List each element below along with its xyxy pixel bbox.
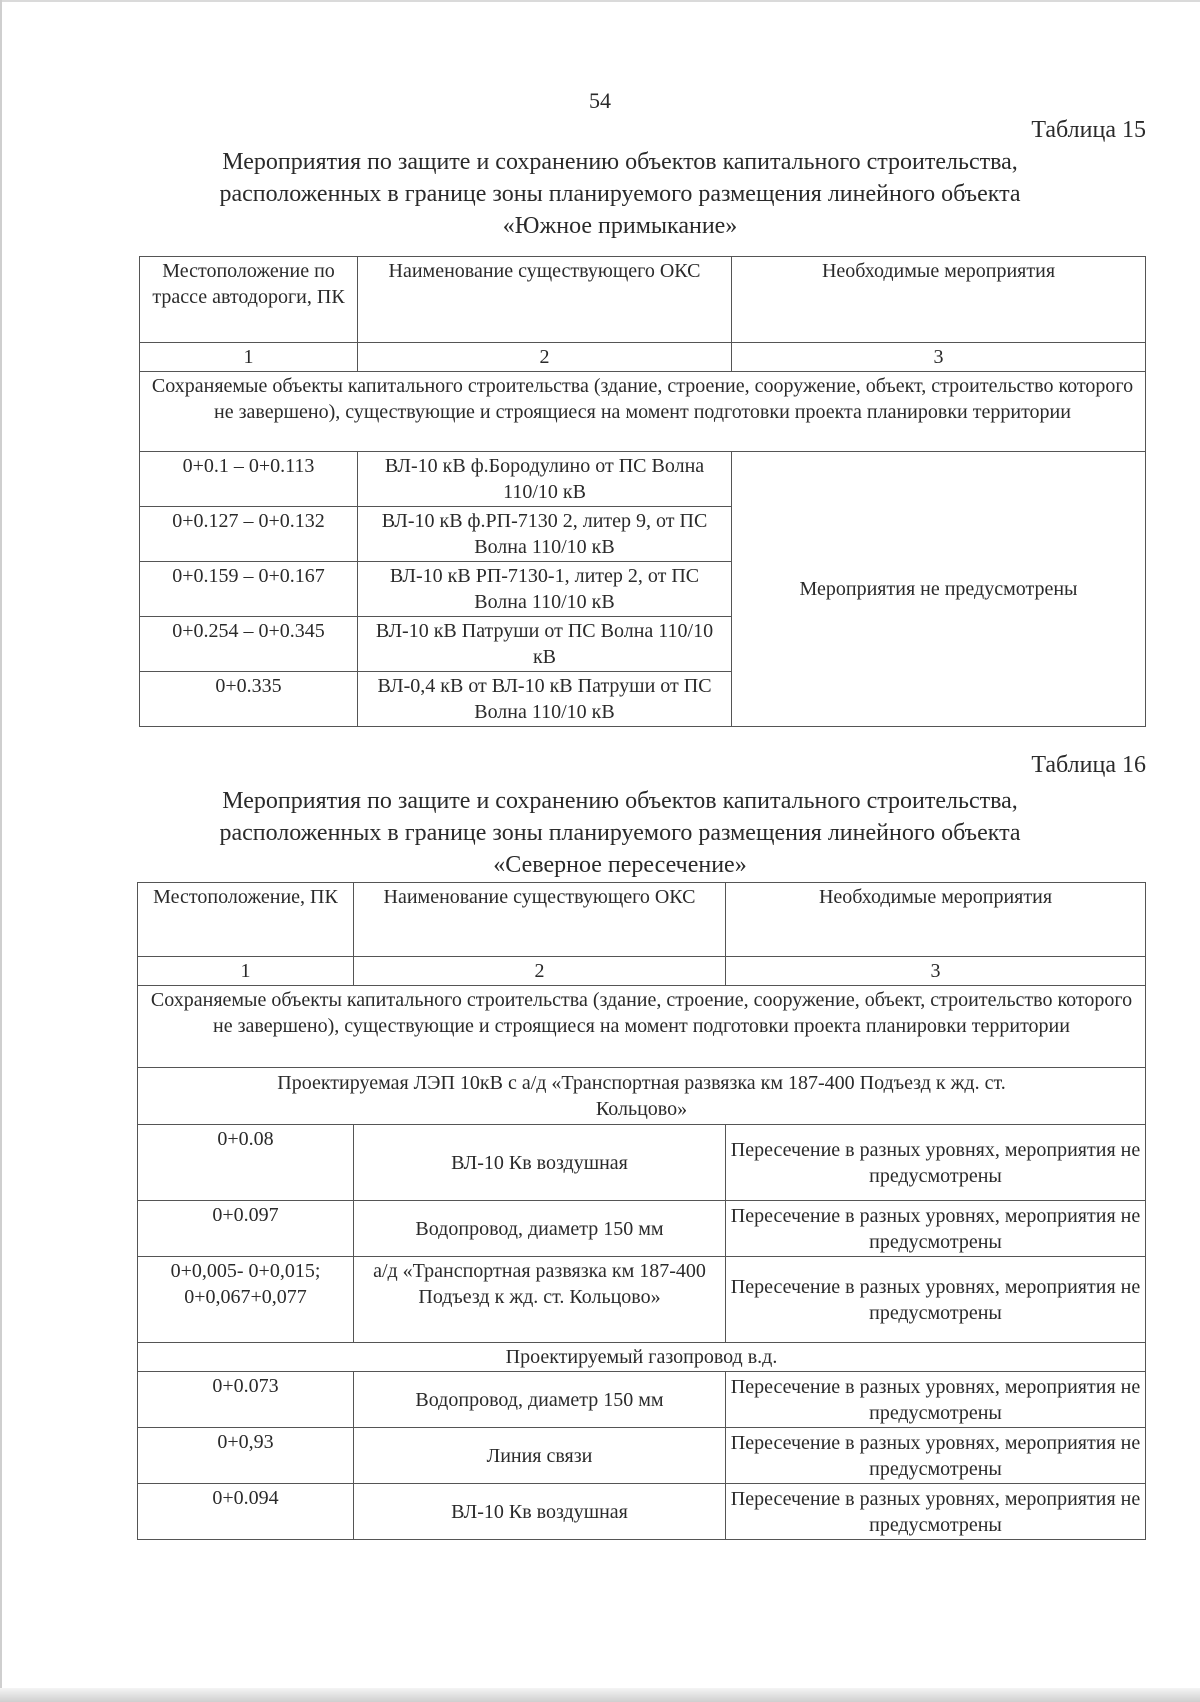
object-cell: Линия связи <box>354 1428 726 1484</box>
table-row <box>138 1428 1146 1484</box>
pk-cell: 0+0.335 <box>140 672 358 727</box>
header-measures: Необходимые мероприятия <box>732 257 1146 343</box>
col-number: 1 <box>140 343 358 372</box>
object-cell: ВЛ-10 Кв воздушная <box>354 1125 726 1201</box>
object-cell: ВЛ-10 кВ РП-7130-1, литер 2, от ПС Волна 110/10 кВ <box>358 562 732 617</box>
table15-colnum-row <box>140 343 1146 372</box>
object-cell: ВЛ-10 кВ Патруши от ПС Волна 110/10 кВ <box>358 617 732 672</box>
header-location: Местоположение по трассе автодороги, ПК <box>140 257 358 343</box>
measures-cell: Мероприятия не предусмотрены <box>732 452 1146 727</box>
table16-label: Таблица 16 <box>1031 752 1146 778</box>
header-object-name: Наименование существующего ОКС <box>358 257 732 343</box>
table15-title <box>140 146 1100 242</box>
measure-cell: Пересечение в разных уровнях, мероприятия не предусмотрены <box>726 1201 1146 1257</box>
measure-cell: Пересечение в разных уровнях, мероприятия не предусмотрены <box>726 1428 1146 1484</box>
object-cell: ВЛ-10 Кв воздушная <box>354 1484 726 1540</box>
header-object-name: Наименование существующего ОКС <box>354 883 726 957</box>
table-row <box>138 1125 1146 1201</box>
scan-bottom-edge <box>0 1688 1200 1702</box>
table16 <box>137 882 1146 1540</box>
group2-title: Проектируемый газопровод в.д. <box>138 1343 1146 1372</box>
scan-top-edge <box>0 0 1200 2</box>
measure-cell: Пересечение в разных уровнях, мероприятия не предусмотрены <box>726 1372 1146 1428</box>
table15-title-line: «Южное примыкание» <box>502 213 738 239</box>
pk-cell: 0+0.254 – 0+0.345 <box>140 617 358 672</box>
col-number: 1 <box>138 957 354 986</box>
table15 <box>139 256 1146 727</box>
table15-section-row <box>140 372 1146 452</box>
table-row <box>138 1372 1146 1428</box>
object-cell: Водопровод, диаметр 150 мм <box>354 1372 726 1428</box>
col-number: 3 <box>732 343 1146 372</box>
header-location: Местоположение, ПК <box>138 883 354 957</box>
table-row <box>138 1257 1146 1343</box>
group-title-row <box>138 1068 1146 1125</box>
measure-cell: Пересечение в разных уровнях, мероприятия не предусмотрены <box>726 1257 1146 1343</box>
table-row <box>138 1484 1146 1540</box>
pk-cell: 0+0.097 <box>138 1201 354 1257</box>
table15-label: Таблица 15 <box>1031 117 1146 143</box>
pk-cell: 0+0,005- 0+0,015; 0+0,067+0,077 <box>138 1257 354 1343</box>
object-cell: ВЛ-10 кВ ф.РП-7130 2, литер 9, от ПС Волна 110/10 кВ <box>358 507 732 562</box>
pk-cell: 0+0.08 <box>138 1125 354 1201</box>
table16-section-row <box>138 986 1146 1068</box>
section-title: Сохраняемые объекты капитального строительства (здание, строение, сооружение, объект, строительство которого не завершено), существующие и строящиеся на момент подготовки проекта планировки территории <box>138 986 1146 1068</box>
col-number: 3 <box>726 957 1146 986</box>
pk-cell: 0+0.159 – 0+0.167 <box>140 562 358 617</box>
table16-header-row <box>138 883 1146 957</box>
measure-cell: Пересечение в разных уровнях, мероприятия не предусмотрены <box>726 1484 1146 1540</box>
pk-cell: 0+0.094 <box>138 1484 354 1540</box>
group-title-row <box>138 1343 1146 1372</box>
group1-title: Проектируемая ЛЭП 10кВ с а/д «Транспортная развязка км 187-400 Подъезд к жд. ст. Кольцово» <box>138 1068 1146 1125</box>
object-cell: а/д «Транспортная развязка км 187-400 Подъезд к жд. ст. Кольцово» <box>354 1257 726 1343</box>
table16-title <box>140 785 1100 881</box>
table15-title-line: расположенных в границе зоны планируемого размещения линейного объекта <box>219 181 1021 207</box>
measure-cell: Пересечение в разных уровнях, мероприятия не предусмотрены <box>726 1125 1146 1201</box>
pk-cell: 0+0,93 <box>138 1428 354 1484</box>
table16-title-line: Мероприятия по защите и сохранению объектов капитального строительства, <box>222 788 1018 814</box>
col-number: 2 <box>354 957 726 986</box>
table16-colnum-row <box>138 957 1146 986</box>
object-cell: Водопровод, диаметр 150 мм <box>354 1201 726 1257</box>
section-title: Сохраняемые объекты капитального строительства (здание, строение, сооружение, объект, строительство которого не завершено), существующие и строящиеся на момент подготовки проекта планировки территории <box>140 372 1146 452</box>
col-number: 2 <box>358 343 732 372</box>
table-row <box>140 452 1146 507</box>
object-cell: ВЛ-10 кВ ф.Бородулино от ПС Волна 110/10 кВ <box>358 452 732 507</box>
table-row <box>138 1201 1146 1257</box>
table16-title-line: «Северное пересечение» <box>493 852 747 878</box>
table16-title-line: расположенных в границе зоны планируемого размещения линейного объекта <box>219 820 1021 846</box>
pk-cell: 0+0.127 – 0+0.132 <box>140 507 358 562</box>
page-number: 54 <box>589 88 611 113</box>
pk-cell: 0+0.073 <box>138 1372 354 1428</box>
table15-header-row <box>140 257 1146 343</box>
header-measures: Необходимые мероприятия <box>726 883 1146 957</box>
table15-title-line: Мероприятия по защите и сохранению объектов капитального строительства, <box>222 149 1018 175</box>
scan-left-edge <box>0 0 2 1702</box>
object-cell: ВЛ-0,4 кВ от ВЛ-10 кВ Патруши от ПС Волна 110/10 кВ <box>358 672 732 727</box>
pk-cell: 0+0.1 – 0+0.113 <box>140 452 358 507</box>
